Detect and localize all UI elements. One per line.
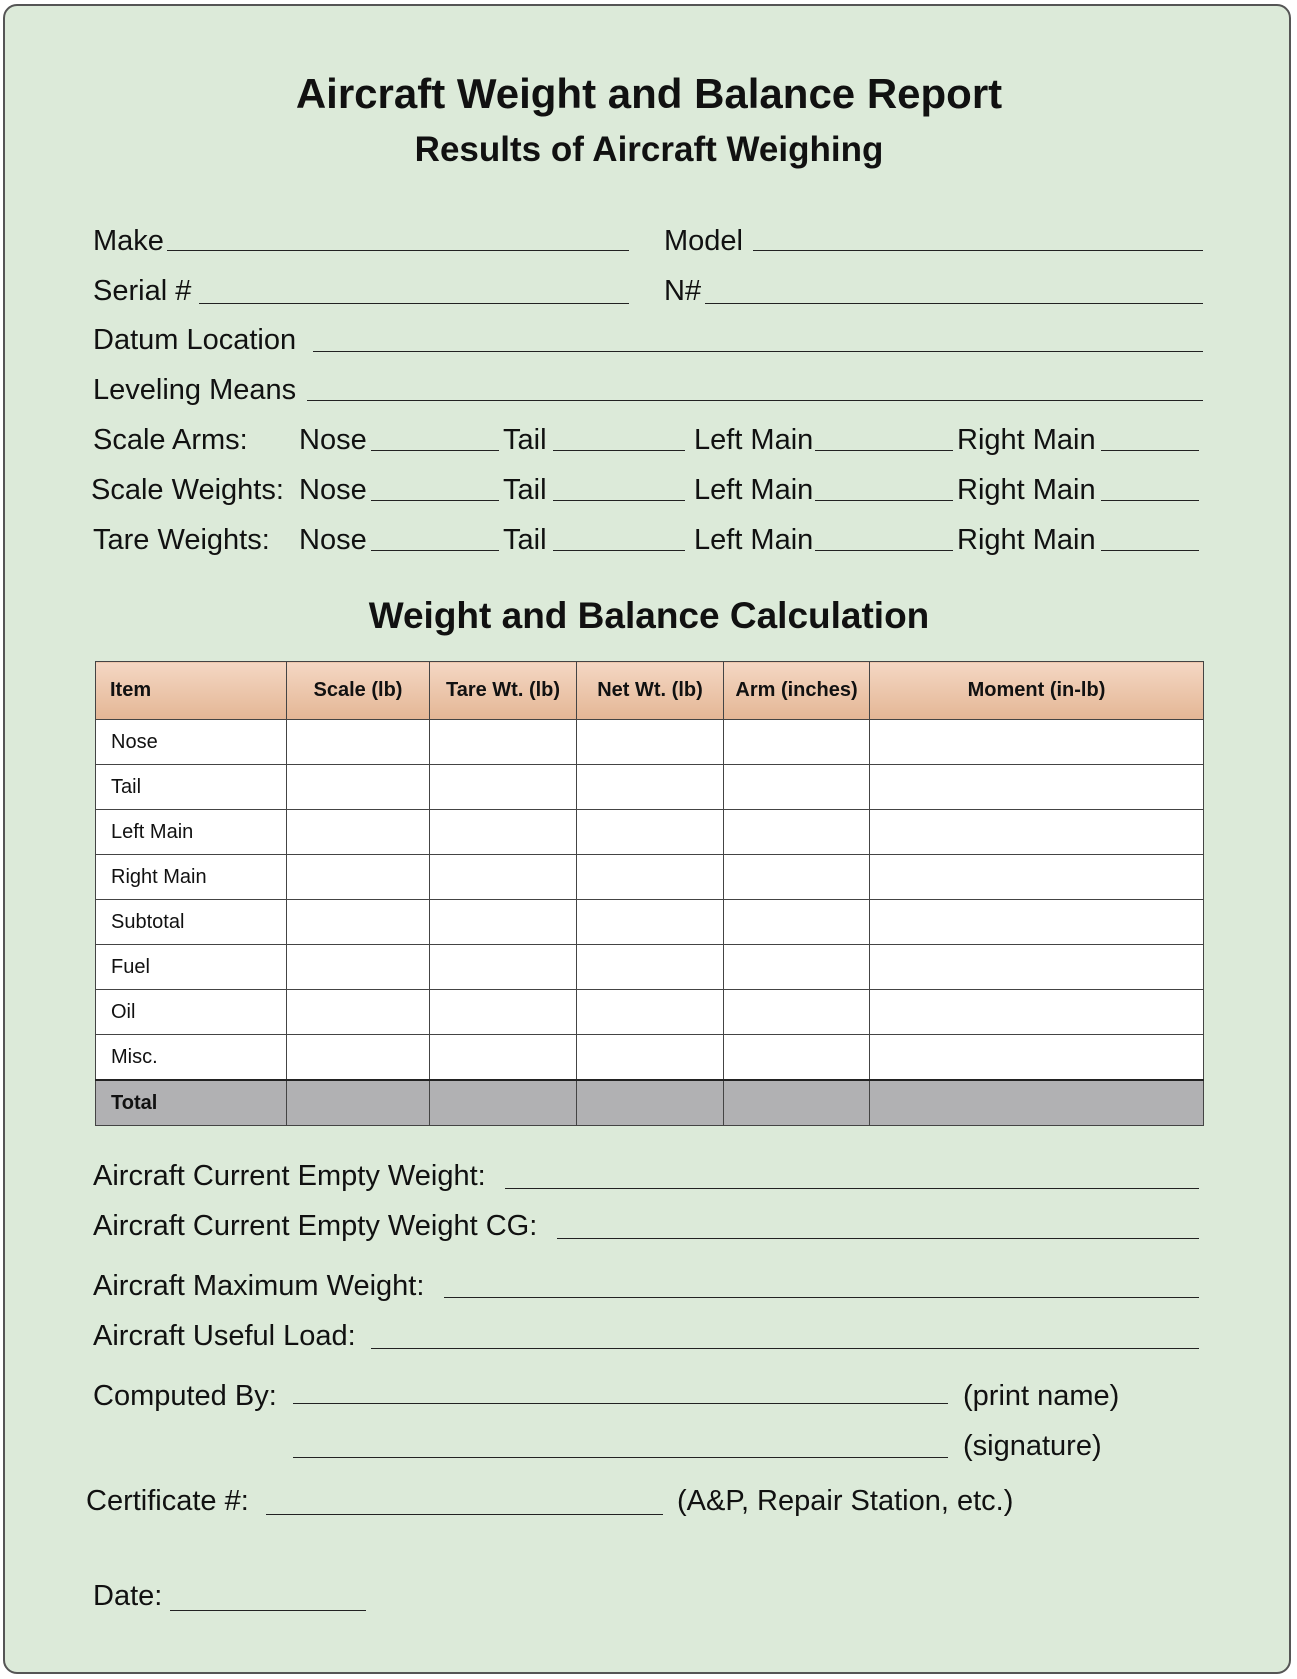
scale-weights-right-main-field[interactable] [1101, 500, 1199, 501]
scale-arms-right-main-field[interactable] [1101, 450, 1199, 451]
table-row [96, 945, 1204, 990]
scale-arms-nose-field[interactable] [371, 450, 499, 451]
tare-cell[interactable] [430, 810, 577, 855]
useful-load-label: Aircraft Useful Load: [93, 1320, 356, 1352]
column-header-item: Item [96, 662, 287, 720]
tare-cell[interactable] [430, 1035, 577, 1081]
empty-weight-field[interactable] [505, 1188, 1199, 1189]
date-field[interactable] [170, 1610, 366, 1611]
leveling-means-label: Leveling Means [93, 374, 297, 406]
scale-cell[interactable] [287, 810, 430, 855]
scale-cell[interactable] [287, 855, 430, 900]
total-label: Total [96, 1080, 287, 1126]
total-row [96, 1080, 1204, 1126]
nose-label: Nose [299, 474, 367, 506]
computed-by-label: Computed By: [93, 1380, 277, 1412]
moment-cell[interactable] [870, 765, 1204, 810]
signature-hint: (signature) [963, 1430, 1102, 1462]
weight-balance-table [95, 661, 1204, 1126]
print-name-hint: (print name) [963, 1380, 1120, 1412]
datum-location-field[interactable] [313, 351, 1203, 352]
tare-cell[interactable] [430, 720, 577, 765]
scale-arms-label: Scale Arms: [93, 424, 248, 456]
report-subtitle: Results of Aircraft Weighing [414, 130, 884, 169]
report-title: Aircraft Weight and Balance Report [295, 70, 1003, 117]
nose-label: Nose [299, 524, 367, 556]
column-header-scale: Scale (lb) [287, 662, 430, 720]
left-main-label: Left Main [694, 524, 814, 556]
table-row [96, 765, 1204, 810]
row-label: Right Main [96, 855, 287, 900]
certificate-field[interactable] [266, 1514, 663, 1515]
scale-arms-tail-field[interactable] [553, 450, 685, 451]
net-cell[interactable] [577, 855, 724, 900]
total-net-cell[interactable] [577, 1080, 724, 1126]
arm-cell[interactable] [724, 1035, 870, 1081]
scale-cell[interactable] [287, 945, 430, 990]
left-main-label: Left Main [694, 474, 814, 506]
arm-cell[interactable] [724, 990, 870, 1035]
tare-weights-left-main-field[interactable] [815, 550, 953, 551]
table-row [96, 855, 1204, 900]
moment-cell[interactable] [870, 720, 1204, 765]
total-scale-cell[interactable] [287, 1080, 430, 1126]
scale-weights-left-main-field[interactable] [815, 500, 953, 501]
net-cell[interactable] [577, 990, 724, 1035]
max-weight-field[interactable] [444, 1297, 1199, 1298]
row-label: Tail [96, 765, 287, 810]
scale-arms-left-main-field[interactable] [815, 450, 953, 451]
total-tare-cell[interactable] [430, 1080, 577, 1126]
leveling-means-field[interactable] [307, 400, 1203, 401]
moment-cell[interactable] [870, 945, 1204, 990]
table-row [96, 1035, 1204, 1081]
print-name-field[interactable] [293, 1403, 948, 1404]
arm-cell[interactable] [724, 945, 870, 990]
scale-cell[interactable] [287, 1035, 430, 1081]
table-row [96, 810, 1204, 855]
right-main-label: Right Main [957, 424, 1096, 456]
calculation-heading: Weight and Balance Calculation [368, 595, 930, 636]
tare-cell[interactable] [430, 855, 577, 900]
row-label: Oil [96, 990, 287, 1035]
tare-cell[interactable] [430, 990, 577, 1035]
column-header-moment: Moment (in-lb) [870, 662, 1204, 720]
certificate-label: Certificate #: [86, 1485, 249, 1517]
tail-label: Tail [503, 424, 547, 456]
serial-field[interactable] [199, 303, 629, 304]
scale-cell[interactable] [287, 720, 430, 765]
scale-cell[interactable] [287, 765, 430, 810]
row-label: Fuel [96, 945, 287, 990]
moment-cell[interactable] [870, 1035, 1204, 1081]
scale-cell[interactable] [287, 900, 430, 945]
arm-cell[interactable] [724, 765, 870, 810]
net-cell[interactable] [577, 1035, 724, 1081]
table-header-row [96, 662, 1204, 720]
column-header-net-weight: Net Wt. (lb) [577, 662, 724, 720]
left-main-label: Left Main [694, 424, 814, 456]
moment-cell[interactable] [870, 810, 1204, 855]
model-field[interactable] [753, 250, 1203, 251]
arm-cell[interactable] [724, 720, 870, 765]
total-moment-cell[interactable] [870, 1080, 1204, 1126]
arm-cell[interactable] [724, 810, 870, 855]
empty-weight-label: Aircraft Current Empty Weight: [93, 1160, 486, 1192]
table-row [96, 900, 1204, 945]
total-arm-cell[interactable] [724, 1080, 870, 1126]
net-cell[interactable] [577, 810, 724, 855]
scale-cell[interactable] [287, 990, 430, 1035]
make-label: Make [93, 225, 164, 257]
arm-cell[interactable] [724, 900, 870, 945]
right-main-label: Right Main [957, 474, 1096, 506]
scale-weights-tail-field[interactable] [553, 500, 685, 501]
n-number-label: N# [664, 275, 702, 307]
tare-weights-right-main-field[interactable] [1101, 550, 1199, 551]
report-form [3, 4, 1291, 1674]
tare-weights-nose-field[interactable] [371, 550, 499, 551]
table-row [96, 720, 1204, 765]
net-cell[interactable] [577, 900, 724, 945]
table-row [96, 990, 1204, 1035]
certificate-note: (A&P, Repair Station, etc.) [677, 1485, 1014, 1517]
nose-label: Nose [299, 424, 367, 456]
right-main-label: Right Main [957, 524, 1096, 556]
row-label: Left Main [96, 810, 287, 855]
max-weight-label: Aircraft Maximum Weight: [93, 1270, 425, 1302]
empty-weight-cg-field[interactable] [557, 1238, 1199, 1239]
column-header-tare-weight: Tare Wt. (lb) [430, 662, 577, 720]
date-label: Date: [93, 1580, 163, 1612]
serial-label: Serial # [93, 275, 192, 307]
column-header-arm: Arm (inches) [724, 662, 870, 720]
tare-cell[interactable] [430, 945, 577, 990]
n-number-field[interactable] [705, 303, 1203, 304]
datum-location-label: Datum Location [93, 324, 297, 356]
moment-cell[interactable] [870, 900, 1204, 945]
moment-cell[interactable] [870, 855, 1204, 900]
net-cell[interactable] [577, 720, 724, 765]
tare-cell[interactable] [430, 765, 577, 810]
tare-cell[interactable] [430, 900, 577, 945]
tare-weights-tail-field[interactable] [553, 550, 685, 551]
tail-label: Tail [503, 524, 547, 556]
row-label: Subtotal [96, 900, 287, 945]
scale-weights-nose-field[interactable] [371, 500, 499, 501]
empty-weight-cg-label: Aircraft Current Empty Weight CG: [93, 1210, 538, 1242]
net-cell[interactable] [577, 945, 724, 990]
scale-weights-label: Scale Weights: [91, 474, 284, 506]
useful-load-field[interactable] [371, 1348, 1199, 1349]
tare-weights-label: Tare Weights: [93, 524, 270, 556]
model-label: Model [664, 225, 743, 257]
make-field[interactable] [167, 250, 629, 251]
row-label: Misc. [96, 1035, 287, 1081]
tail-label: Tail [503, 474, 547, 506]
net-cell[interactable] [577, 765, 724, 810]
signature-field[interactable] [293, 1457, 948, 1458]
moment-cell[interactable] [870, 990, 1204, 1035]
arm-cell[interactable] [724, 855, 870, 900]
row-label: Nose [96, 720, 287, 765]
